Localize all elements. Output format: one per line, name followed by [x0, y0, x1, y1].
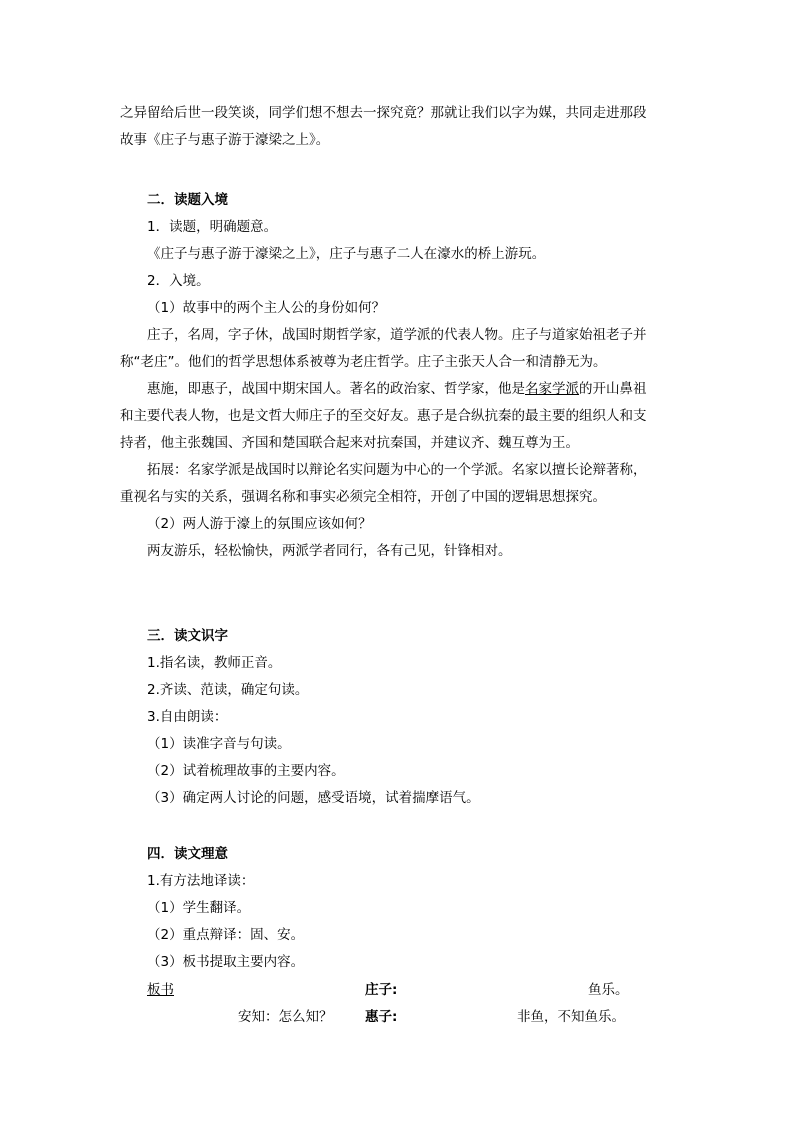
board-zhuangzi-label: 庄子:: [365, 982, 398, 998]
section-4-sub-3: （3）板书提取主要内容。: [147, 954, 305, 970]
section-4-sub-2: （2）重点辩译：固、安。: [147, 927, 305, 943]
zhuangzi-bio-line-1: 庄子，名周，字子休，战国时期哲学家，道学派的代表人物。庄子与道家始祖老子并: [147, 327, 647, 343]
section-3-item-2: 2.齐读、范读，确定句读。: [147, 682, 309, 698]
board-label: 板书: [147, 982, 174, 998]
section-2-item-1: 1．读题，明确题意。: [147, 219, 278, 235]
huishi-bio-line-2: 和主要代表人物，也是文哲大师庄子的至交好友。惠子是合纵抗秦的最主要的组织人和支: [120, 408, 647, 424]
intro-line-1: 之异留给后世一段笑谈，同学们想不想去一探究竟？那就让我们以字为媒，共同走进那段: [120, 105, 647, 121]
extension-line-2: 重视名与实的关系，强调名称和事实必须完全相符，开创了中国的逻辑思想探究。: [120, 489, 606, 505]
section-4-item-1: 1.有方法地译读：: [147, 873, 255, 889]
intro-line-2: 故事《庄子与惠子游于濠梁之上》。: [120, 132, 330, 148]
huishi-bio-line-1: [147, 380, 647, 398]
question-2: （2）两人游于濠上的氛围应该如何？: [147, 516, 372, 532]
huishi-bio-line-1-pre: 惠施，即惠子，战国中期宋国人。著名的政治家、哲学家，他是: [147, 381, 525, 397]
section-2-item-2: 2．入境。: [147, 273, 210, 289]
extension-line-1: 拓展：名家学派是战国时以辩论名实问题为中心的一个学派。名家以擅长论辩著称，: [147, 462, 647, 478]
board-huizi-text: 非鱼，不知鱼乐。: [517, 1009, 625, 1025]
board-huizi-label: 惠子:: [365, 1009, 398, 1025]
huishi-bio-line-3: 持者，他主张魏国、齐国和楚国联合起来对抗秦国，并建议齐、魏互尊为王。: [120, 435, 579, 451]
section-3-heading: 三．读文识字: [147, 628, 228, 644]
question-1: （1）故事中的两个主人公的身份如何？: [147, 300, 386, 316]
board-anzhi: 安知：怎么知？: [238, 1009, 333, 1025]
section-2-heading: 二．读题入境: [147, 192, 228, 208]
section-3-sub-1: （1）读准字音与句读。: [147, 736, 291, 752]
section-3-item-3: 3.自由朗读：: [147, 709, 228, 725]
title-explanation: 《庄子与惠子游于濠梁之上》，庄子与惠子二人在濠水的桥上游玩。: [147, 246, 546, 262]
section-4-heading: 四．读文理意: [147, 846, 228, 862]
section-4-sub-1: （1）学生翻译。: [147, 900, 251, 916]
section-3-sub-2: （2）试着梳理故事的主要内容。: [147, 763, 345, 779]
mingjia-school-link[interactable]: 名家学派: [525, 381, 579, 397]
section-3-sub-3: （3）确定两人讨论的问题，感受语境，试着揣摩语气。: [147, 790, 480, 806]
huishi-bio-line-1-post: 的开山鼻祖: [579, 381, 647, 397]
board-zhuangzi-text: 鱼乐。: [588, 982, 629, 998]
zhuangzi-bio-line-2: 称“老庄”。他们的哲学思想体系被尊为老庄哲学。庄子主张天人合一和清静无为。: [120, 354, 607, 370]
section-3-item-1: 1.指名读，教师正音。: [147, 655, 282, 671]
question-2-answer: 两友游乐，轻松愉快，两派学者同行，各有己见，针锋相对。: [147, 543, 512, 559]
